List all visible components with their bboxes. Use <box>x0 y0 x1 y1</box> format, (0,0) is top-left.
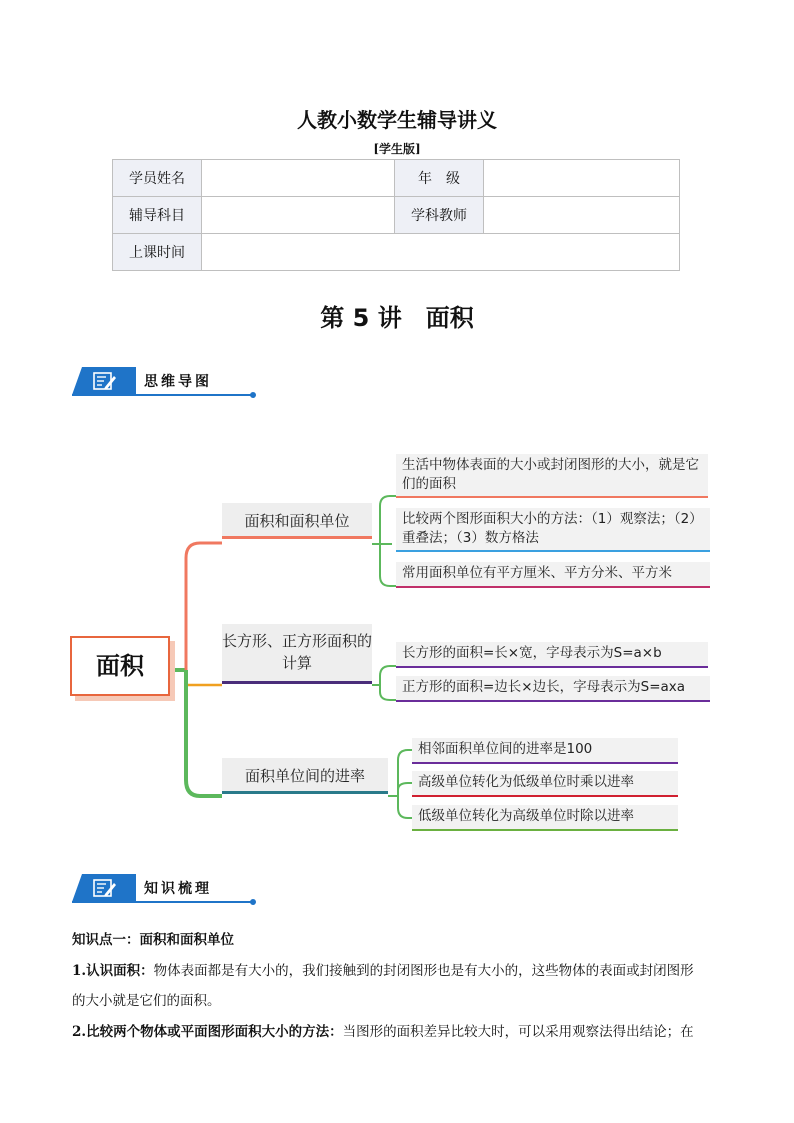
mindmap-section-title: 思维导图 <box>144 374 212 390</box>
mindmap-section-banner <box>72 367 254 397</box>
subject-cell[interactable] <box>202 197 395 234</box>
leaf-compare-methods: 比较两个图形面积大小的方法：（1）观察法；（2）重叠法；（3）数方格法 <box>396 508 710 552</box>
item-2-label: 2.比较两个物体或平面图形面积大小的方法： <box>72 1024 343 1040</box>
item-1-text-a: 物体表面都是有大小的，我们接触到的封闭图形也是有大小的，这些物体的表面或封闭图形 <box>153 963 694 979</box>
leaf-area-definition: 生活中物体表面的大小或封闭图形的大小，就是它们的面积 <box>396 454 708 498</box>
document-title: 人教小数学生辅导讲义 <box>297 108 497 132</box>
class-time-label: 上课时间 <box>113 234 202 271</box>
student-name-cell[interactable] <box>202 160 395 197</box>
grade-label: 年 级 <box>395 160 484 197</box>
teacher-cell[interactable] <box>484 197 680 234</box>
item-1-label: 1.认识面积： <box>72 963 154 979</box>
document-subtitle: [学生版] <box>373 142 421 156</box>
mindmap-root: 面积 <box>70 636 170 696</box>
notebook-pencil-icon <box>93 372 117 390</box>
lesson-title: 第 5 讲 面积 <box>320 304 474 332</box>
item-1-text-b: 的大小就是它们的面积。 <box>72 993 221 1009</box>
branch-area-units: 面积和面积单位 <box>222 503 372 539</box>
student-info-table <box>112 159 680 271</box>
leaf-low-to-high: 低级单位转化为高级单位时除以进率 <box>412 805 678 831</box>
branch-rect-square-area: 长方形、正方形面积的计算 <box>222 624 372 684</box>
leaf-square-formula: 正方形的面积=边长×边长，字母表示为S=axa <box>396 676 710 702</box>
knowledge-section-banner <box>72 874 254 904</box>
leaf-conversion-rate: 相邻面积单位间的进率是100 <box>412 738 678 764</box>
grade-cell[interactable] <box>484 160 680 197</box>
class-time-cell[interactable] <box>202 234 680 271</box>
knowledge-item-2 <box>72 1021 732 1043</box>
leaf-rectangle-formula: 长方形的面积=长×宽，字母表示为S=a×b <box>396 642 708 668</box>
subject-label: 辅导科目 <box>113 197 202 234</box>
leaf-common-units: 常用面积单位有平方厘米、平方分米、平方米 <box>396 562 710 588</box>
item-2-text: 当图形的面积差异比较大时，可以采用观察法得出结论；在 <box>342 1024 694 1040</box>
knowledge-point-heading: 知识点一：面积和面积单位 <box>72 932 234 948</box>
notebook-pencil-icon <box>93 879 117 897</box>
branch-unit-conversion: 面积单位间的进率 <box>222 758 388 794</box>
teacher-label: 学科教师 <box>395 197 484 234</box>
knowledge-item-1 <box>72 960 732 982</box>
leaf-high-to-low: 高级单位转化为低级单位时乘以进率 <box>412 771 678 797</box>
knowledge-section-title: 知识梳理 <box>144 881 212 897</box>
student-name-label: 学员姓名 <box>113 160 202 197</box>
